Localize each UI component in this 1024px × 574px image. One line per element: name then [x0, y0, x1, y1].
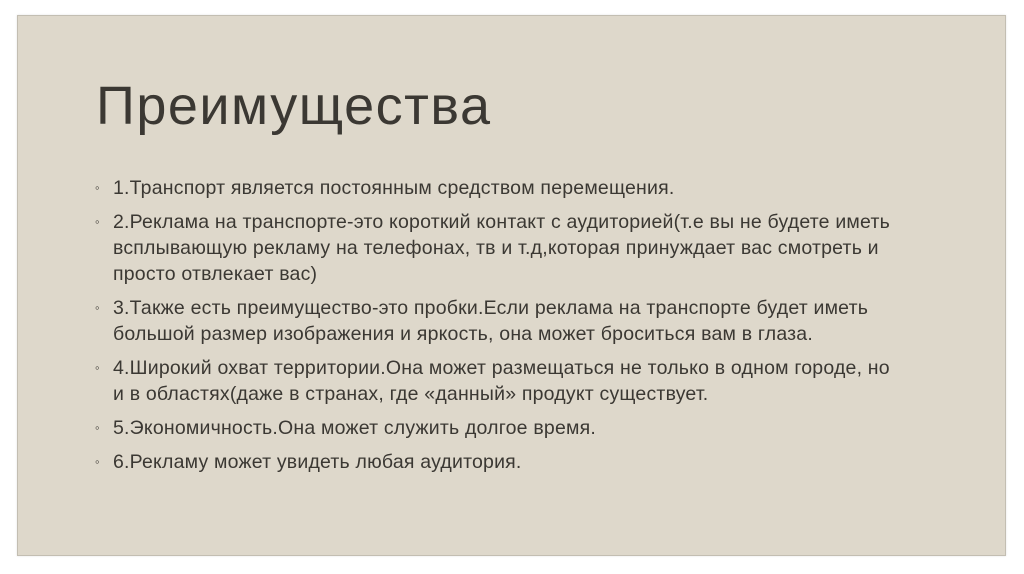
- bullet-item: [95, 449, 905, 475]
- bullet-text: 2.Реклама на транспорте-это короткий контакт с аудиторией(т.е вы не будете иметь всплывающую рекламу на телефонах, тв и т.д,которая принуждает вас смотреть и просто отвлекает вас): [113, 211, 890, 285]
- bullet-circle-icon: ◦: [95, 300, 100, 315]
- bullet-item: [95, 175, 905, 201]
- bullet-item: [95, 415, 905, 441]
- bullet-text: 4.Широкий охват территории.Она может размещаться не только в одном городе, но и в областях(даже в странах, где «данный» продукт существует.: [113, 357, 890, 405]
- bullet-text: 5.Экономичность.Она может служить долгое время.: [113, 417, 596, 439]
- bullet-circle-icon: ◦: [95, 214, 100, 229]
- bullet-circle-icon: ◦: [95, 454, 100, 469]
- bullet-text: 3.Также есть преимущество-это пробки.Если реклама на транспорте будет иметь большой размер изображения и яркость, она может броситься вам в глаза.: [113, 297, 869, 345]
- bullet-item: [95, 355, 905, 407]
- slide-title: Преимущества: [96, 76, 492, 136]
- bullet-circle-icon: ◦: [95, 180, 100, 195]
- bullet-text: 1.Транспорт является постоянным средством перемещения.: [113, 177, 675, 199]
- bullet-item: [95, 295, 905, 347]
- bullet-list: [95, 175, 905, 483]
- bullet-circle-icon: ◦: [95, 360, 100, 375]
- presentation-slide: [17, 15, 1006, 556]
- bullet-circle-icon: ◦: [95, 420, 100, 435]
- bullet-text: 6.Рекламу может увидеть любая аудитория.: [113, 451, 522, 473]
- bullet-item: [95, 209, 905, 287]
